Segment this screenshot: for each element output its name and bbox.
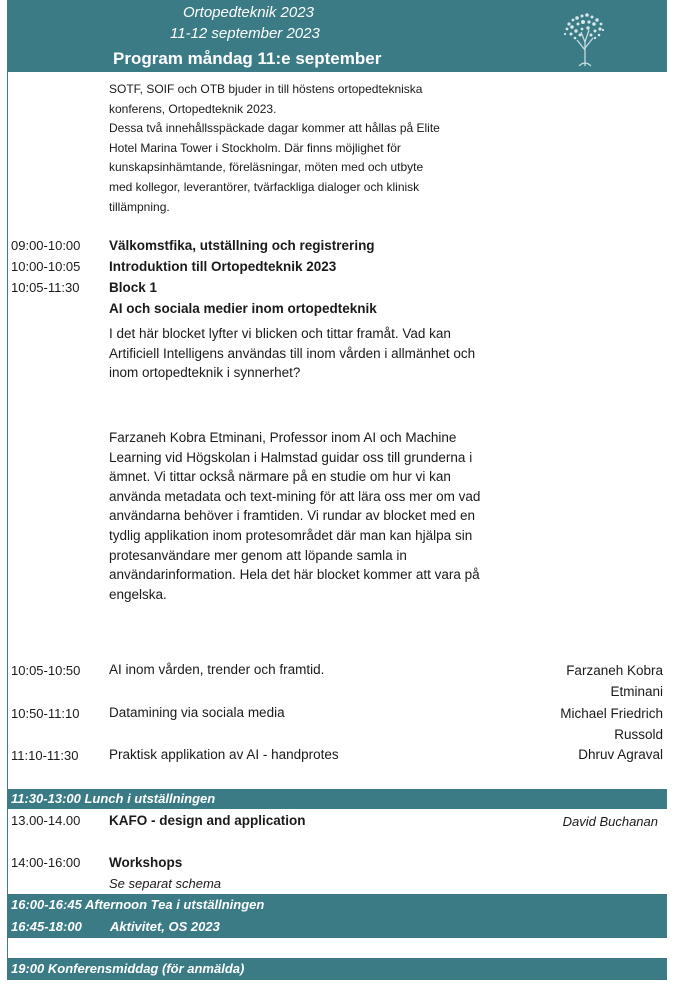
- welcome-time: 09:00-10:00: [11, 238, 81, 253]
- intro-line: konferens, Ortopedteknik 2023.: [109, 101, 277, 116]
- lunch-text: 11:30-13:00 Lunch i utställningen: [11, 791, 216, 806]
- speaker-line: Michael Friedrich: [560, 706, 663, 721]
- afternoon-band: [7, 894, 667, 938]
- block1-details: Farzaneh Kobra Etminani, Professor inom AI och Machine Learning vid Högskolan i Halmstad guidar oss till grunderna i ämnet. Vi tittar också närmare på en studie om hur vi kan använda metadata och text-mining för att lära oss mer om vad användarna behöver i framtiden. Vi rundar av blocket med en tydlig applikation inom protesområdet där man kan hjälpa sin protesanvändare mer genom att löpande samla in användarinformation. Hela det här blocket kommer att vara på engelska.: [109, 430, 481, 602]
- intro-line: med kollegor, leverantörer, tvärfackliga dialoger och klinisk: [109, 179, 420, 194]
- activity-time: 16:45-18:00: [11, 919, 82, 934]
- welcome-title: Välkomstfika, utställning och registrering: [109, 238, 375, 253]
- workshops-note: Se separat schema: [109, 876, 222, 891]
- block1-time: 10:05-11:30: [11, 280, 80, 295]
- talk-speaker: [578, 744, 663, 765]
- tea-text: 16:00-16:45 Afternoon Tea i utställningen: [11, 897, 265, 912]
- conference-name: Ortopedteknik 2023: [183, 4, 314, 21]
- talk-title: Datamining via sociala media: [109, 705, 285, 720]
- intro-session-time: 10:00-10:05: [11, 259, 81, 274]
- lunch-band: [7, 789, 667, 809]
- left-border-line: [7, 72, 8, 980]
- speaker-line: Farzaneh Kobra: [566, 663, 663, 678]
- conference-dates: 11-12 september 2023: [170, 25, 320, 42]
- speaker-line: Dhruv Agraval: [578, 747, 663, 762]
- intro-session-title: Introduktion till Ortopedteknik 2023: [109, 259, 337, 274]
- talk-time: 10:50-11:10: [11, 706, 80, 721]
- speaker-line: Etminani: [610, 684, 663, 699]
- program-title: Program måndag 11:e september: [113, 49, 382, 68]
- talk-speaker: [560, 703, 663, 745]
- kafo-speaker: David Buchanan: [562, 814, 658, 829]
- header-banner: [7, 0, 667, 72]
- dinner-band: [7, 958, 667, 980]
- block1-title: AI och sociala medier inom ortopedteknik: [109, 301, 377, 316]
- talk-time: 10:05-10:50: [11, 663, 81, 678]
- intro-line: tillämpning.: [109, 199, 170, 214]
- kafo-time: 13.00-14.00: [11, 813, 81, 828]
- block1-description: I det här blocket lyfter vi blicken och tittar framåt. Vad kan Artificiell Intelligens användas till inom vården i allmänhet och inom ortopedteknik i synnerhet?: [109, 326, 476, 381]
- intro-text: [109, 80, 509, 217]
- dinner-text: 19:00 Konferensmiddag (för anmälda): [11, 961, 245, 976]
- talk-title: AI inom vården, trender och framtid.: [109, 662, 325, 677]
- workshops-title: Workshops: [109, 855, 183, 870]
- tree-logo-icon: [555, 10, 613, 70]
- talk-speaker: [566, 660, 663, 702]
- activity-title: Aktivitet, OS 2023: [110, 919, 220, 934]
- intro-line: Dessa två innehållsspäckade dagar kommer att hållas på Elite: [109, 121, 440, 136]
- intro-line: SOTF, SOIF och OTB bjuder in till höstens ortopedtekniska: [109, 82, 423, 96]
- talk-time: 11:10-11:30: [11, 748, 79, 763]
- intro-line: kunskapsinhämtande, föreläsningar, möten med och utbyte: [109, 160, 424, 175]
- intro-line: Hotel Marina Tower i Stockholm. Där finns möjlighet för: [109, 140, 401, 155]
- kafo-title: KAFO - design and application: [109, 813, 306, 828]
- speaker-line: Russold: [614, 727, 663, 742]
- workshops-time: 14:00-16:00: [11, 855, 81, 870]
- block1-label: Block 1: [109, 280, 158, 295]
- talk-title: Praktisk applikation av AI - handprotes: [109, 747, 339, 762]
